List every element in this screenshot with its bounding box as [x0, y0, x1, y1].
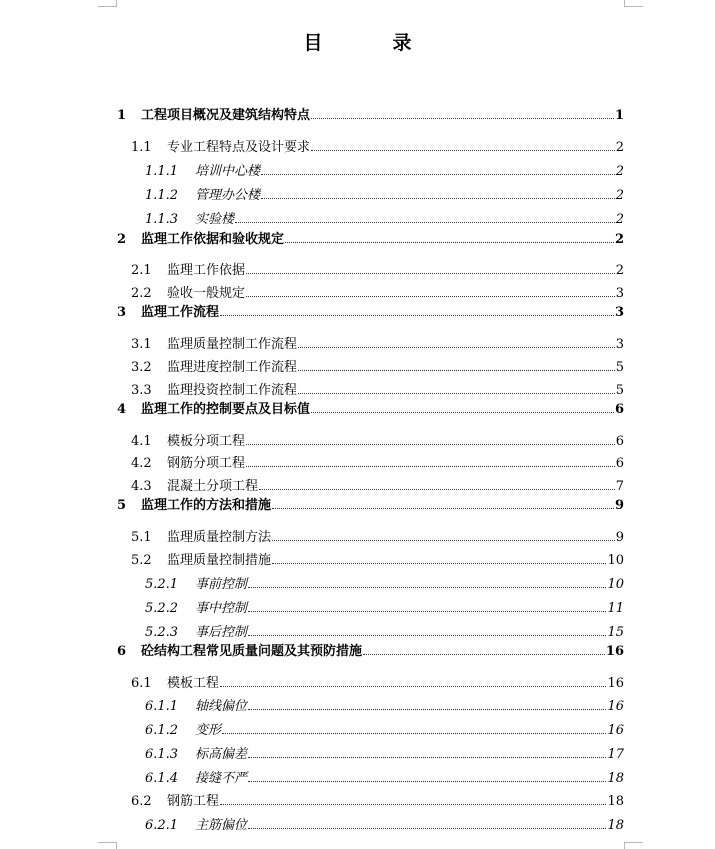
- toc-leader: [261, 197, 615, 199]
- toc-entry[interactable]: [131, 259, 624, 278]
- page-title: [0, 28, 715, 55]
- toc-entry-text: 监理工作的方法和措施: [141, 498, 272, 513]
- toc-entry-number: 3.1: [131, 337, 152, 352]
- toc-leader: [246, 272, 615, 274]
- toc-entry-number: 6: [117, 644, 127, 659]
- toc-entry-number: 4.3: [131, 479, 152, 494]
- toc-entry-page: 18: [607, 771, 624, 786]
- toc-entry-text: 钢筋分项工程: [167, 456, 246, 471]
- toc-entry-number: 2.1: [131, 263, 152, 278]
- toc-entry-text: 实验楼: [195, 212, 235, 227]
- toc-entry-page: 3: [615, 337, 624, 352]
- toc-entry-page: 16: [607, 699, 624, 714]
- toc-entry-number: 4.1: [131, 434, 152, 449]
- toc-leader: [248, 610, 606, 612]
- toc-entry-number: 6.1: [131, 676, 152, 691]
- toc-entry-text: 监理质量控制工作流程: [167, 337, 298, 352]
- toc-entry[interactable]: [145, 208, 624, 227]
- toc-leader: [248, 827, 606, 829]
- toc-leader: [246, 465, 615, 467]
- toc-entry-number: 2.2: [131, 286, 152, 301]
- toc-entry[interactable]: [145, 743, 624, 762]
- toc-leader: [246, 295, 615, 297]
- toc-leader: [235, 221, 615, 223]
- toc-entry-page: 3: [614, 305, 624, 320]
- toc-entry-page: 5: [615, 360, 624, 375]
- toc-entry-number: 3: [117, 305, 127, 320]
- toc-entry[interactable]: [131, 356, 624, 375]
- toc-entry[interactable]: [117, 640, 624, 659]
- toc-leader: [248, 634, 606, 636]
- toc-leader: [261, 173, 615, 175]
- toc-entry-page: 2: [615, 188, 624, 203]
- toc-entry[interactable]: [145, 160, 624, 179]
- toc-entry-number: 6.1.2: [145, 723, 179, 738]
- toc-entry[interactable]: [117, 494, 624, 513]
- toc-entry-number: 6.2.1: [145, 818, 179, 833]
- toc-leader: [220, 803, 606, 805]
- toc-entry-number: 3.3: [131, 383, 152, 398]
- toc-entry-text: 专业工程特点及设计要求: [167, 140, 311, 155]
- toc-entry[interactable]: [145, 621, 624, 640]
- toc-entry-text: 混凝土分项工程: [167, 479, 259, 494]
- toc-entry-number: 5.2.1: [145, 577, 179, 592]
- toc-entry-page: 16: [607, 676, 624, 691]
- toc-entry-page: 17: [607, 747, 624, 762]
- toc-entry-number: 6.1.3: [145, 747, 179, 762]
- toc-entry[interactable]: [131, 136, 624, 155]
- toc-entry-number: 1.1.3: [145, 212, 179, 227]
- toc-entry-page: 3: [615, 286, 624, 301]
- toc-leader: [363, 653, 605, 655]
- toc-entry[interactable]: [131, 379, 624, 398]
- toc-entry-number: 6.2: [131, 794, 152, 809]
- toc-leader: [248, 756, 606, 758]
- toc-leader: [311, 117, 614, 119]
- toc-entry-number: 5.2: [131, 553, 152, 568]
- toc-entry[interactable]: [145, 719, 624, 738]
- toc-leader: [259, 488, 615, 490]
- toc-leader: [285, 241, 614, 243]
- toc-entry-text: 轴线偏位: [195, 699, 248, 714]
- toc-entry-page: 2: [615, 164, 624, 179]
- toc-leader: [246, 443, 615, 445]
- toc-entry-text: 监理质量控制措施: [167, 553, 272, 568]
- toc-entry-text: 工程项目概况及建筑结构特点: [141, 108, 311, 123]
- toc-entry-text: 监理投资控制工作流程: [167, 383, 298, 398]
- toc-entry-text: 监理工作的控制要点及目标值: [141, 402, 311, 417]
- toc-entry-page: 9: [615, 530, 624, 545]
- toc-leader: [272, 539, 615, 541]
- toc-entry-text: 验收一般规定: [167, 286, 246, 301]
- toc-entry-page: 15: [607, 625, 624, 640]
- toc-leader: [311, 411, 614, 413]
- toc-entry-text: 变形: [195, 723, 222, 738]
- toc-entry-number: 5.1: [131, 530, 152, 545]
- page-corner-mark: [98, 0, 117, 7]
- toc-entry-number: 1.1.1: [145, 164, 179, 179]
- toc-entry[interactable]: [145, 767, 624, 786]
- toc-entry[interactable]: [131, 549, 624, 568]
- toc-entry-page: 16: [607, 723, 624, 738]
- toc-entry-page: 1: [614, 108, 624, 123]
- toc-entry-page: 7: [615, 479, 624, 494]
- toc-entry-number: 4: [117, 402, 127, 417]
- toc-entry-number: 3.2: [131, 360, 152, 375]
- toc-leader: [220, 685, 606, 687]
- toc-leader: [311, 149, 615, 151]
- toc-entry-number: 6.1.4: [145, 771, 179, 786]
- toc-entry-text: 模板工程: [167, 676, 220, 691]
- toc-entry-text: 监理质量控制方法: [167, 530, 272, 545]
- toc-entry[interactable]: [145, 695, 624, 714]
- toc-entry-page: 10: [607, 553, 624, 568]
- toc-entry[interactable]: [117, 301, 624, 320]
- toc-entry-page: 11: [607, 601, 624, 616]
- toc-entry-number: 5.2.2: [145, 601, 179, 616]
- toc-entry[interactable]: [117, 104, 624, 123]
- toc-leader: [248, 780, 606, 782]
- toc-entry[interactable]: [145, 814, 624, 833]
- toc-entry-page: 18: [607, 818, 624, 833]
- toc-entry-number: 2: [117, 232, 127, 247]
- toc-entry-text: 监理工作依据: [167, 263, 246, 278]
- toc-entry[interactable]: [117, 398, 624, 417]
- toc-entry[interactable]: [145, 184, 624, 203]
- toc-leader: [272, 507, 614, 509]
- toc-entry-text: 管理办公楼: [195, 188, 261, 203]
- toc-entry-text: 事中控制: [195, 601, 248, 616]
- toc-entry[interactable]: [131, 282, 624, 301]
- toc-leader: [248, 708, 606, 710]
- toc-entry-number: 5.2.3: [145, 625, 179, 640]
- toc-leader: [298, 346, 615, 348]
- toc-entry-text: 监理工作流程: [141, 305, 220, 320]
- toc-entry[interactable]: [131, 333, 624, 352]
- toc-entry-page: 9: [614, 498, 624, 513]
- toc-entry-number: 4.2: [131, 456, 152, 471]
- toc-entry-text: 钢筋工程: [167, 794, 220, 809]
- toc-entry[interactable]: [131, 672, 624, 691]
- toc-entry-text: 模板分项工程: [167, 434, 246, 449]
- toc-entry-number: 1.1: [131, 140, 152, 155]
- toc-leader: [222, 732, 606, 734]
- toc-leader: [298, 369, 615, 371]
- toc-entry-text: 砼结构工程常见质量问题及其预防措施: [141, 644, 363, 659]
- toc-leader: [298, 392, 615, 394]
- toc-entry-page: 2: [614, 232, 624, 247]
- toc-entry-page: 6: [615, 434, 624, 449]
- toc-entry-text: 监理进度控制工作流程: [167, 360, 298, 375]
- title-part: 录: [392, 32, 412, 54]
- toc-entry[interactable]: [131, 790, 624, 809]
- toc-entry-page: 6: [614, 402, 624, 417]
- toc-leader: [248, 586, 606, 588]
- toc-entry-text: 事后控制: [195, 625, 248, 640]
- toc-entry-number: 6.1.1: [145, 699, 179, 714]
- toc-entry-text: 监理工作依据和验收规定: [141, 232, 285, 247]
- toc-entry[interactable]: [117, 228, 624, 247]
- toc-entry-page: 5: [615, 383, 624, 398]
- toc-entry-text: 标高偏差: [195, 747, 248, 762]
- toc-entry-text: 培训中心楼: [195, 164, 261, 179]
- toc-entry-page: 2: [615, 212, 624, 227]
- toc-entry-page: 10: [607, 577, 624, 592]
- toc-entry-page: 18: [607, 794, 624, 809]
- toc-entry[interactable]: [131, 452, 624, 471]
- toc-entry-text: 接缝不严: [195, 771, 248, 786]
- toc-entry[interactable]: [131, 526, 624, 545]
- toc-entry-page: 2: [615, 263, 624, 278]
- toc-entry-text: 事前控制: [195, 577, 248, 592]
- toc-entry-number: 1.1.2: [145, 188, 179, 203]
- toc-entry-number: 1: [117, 108, 127, 123]
- toc-entry-page: 6: [615, 456, 624, 471]
- page-corner-mark: [624, 0, 643, 7]
- title-part: 目: [303, 32, 323, 54]
- toc-entry-page: 16: [605, 644, 624, 659]
- toc-entry[interactable]: [145, 573, 624, 592]
- toc-entry-number: 5: [117, 498, 127, 513]
- toc-entry[interactable]: [145, 597, 624, 616]
- toc-entry-page: 2: [615, 140, 624, 155]
- toc-leader: [272, 562, 606, 564]
- toc-entry[interactable]: [131, 475, 624, 494]
- toc-leader: [220, 314, 614, 316]
- toc-entry[interactable]: [131, 430, 624, 449]
- toc-entry-text: 主筋偏位: [195, 818, 248, 833]
